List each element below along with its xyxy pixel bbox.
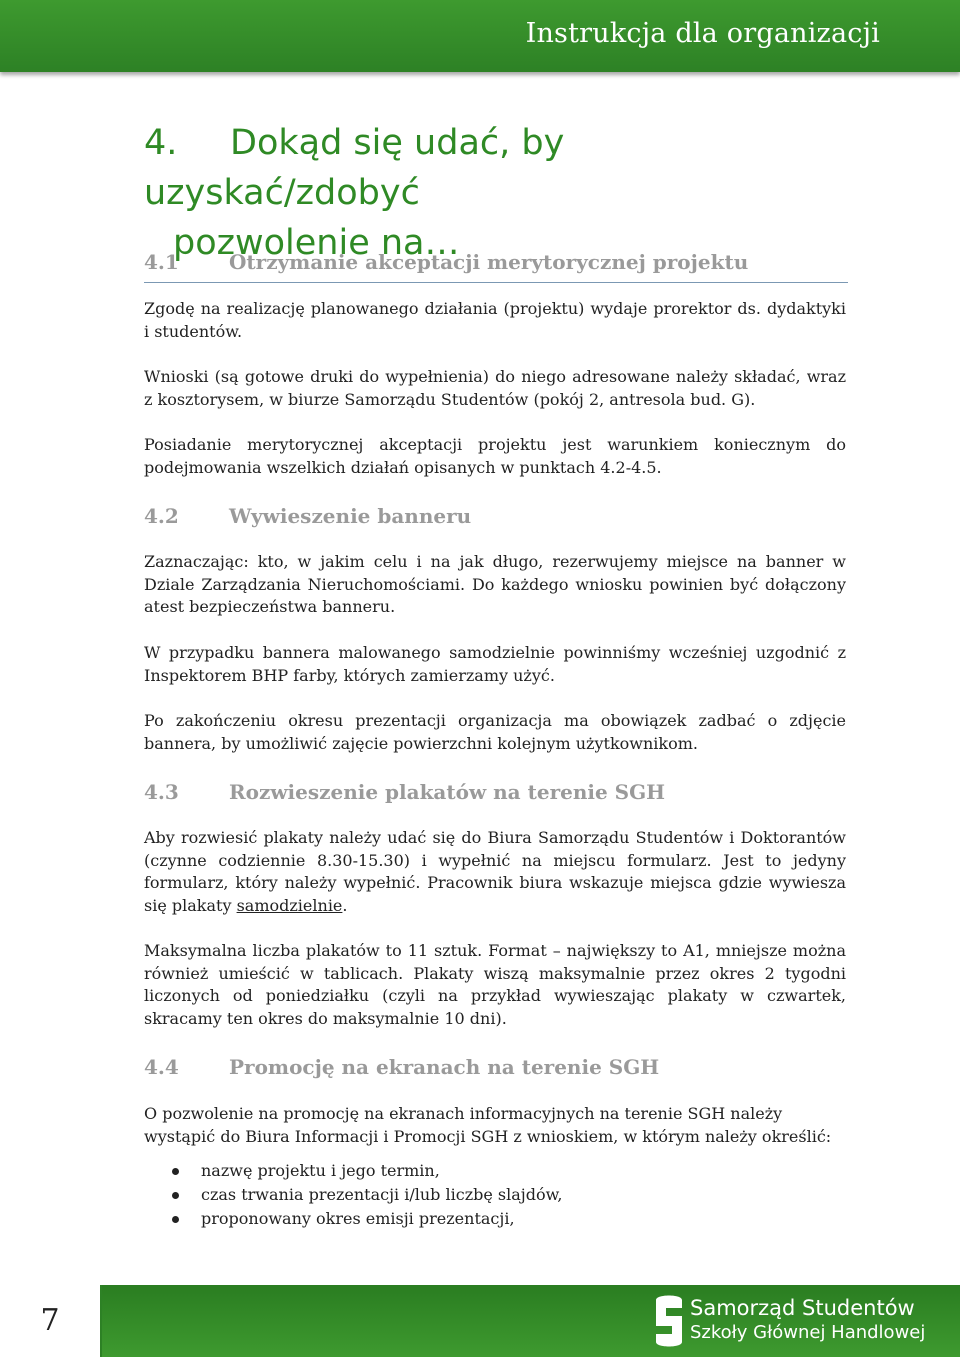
section-4-2-heading: [144, 504, 471, 528]
section-title: Wywieszenie banneru: [229, 504, 472, 528]
paragraph-text: Aby rozwiesić plakaty należy udać się do Biura Samorządu Studentów i Doktorantów (czynne codziennie 8.30-15.30) i wypełnić na miejscu formularz. Jest to jedyny formularz, który należy wypełnić. Pracownik biura wskazuje miejsca gdzie wywiesza się plakaty: [144, 828, 846, 915]
section-4-1-paragraph-2: Wnioski (są gotowe druki do wypełnienia) do niego adresowane należy składać, wraz z kosztorysem, w biurze Samorządu Studentów (pokój 2, antresola bud. G).: [144, 367, 846, 409]
header-title: Instrukcja dla organizacji: [525, 18, 880, 49]
section-4-3-heading: [144, 780, 665, 804]
section-4-4-paragraph-1: O pozwolenie na promocję na ekranach informacyjnych na terenie SGH należy wystąpić do Biura Informacji i Promocji SGH z wnioskiem, w którym należy określić:: [144, 1104, 832, 1146]
section-number: 4.3: [144, 780, 179, 804]
section-4-1-paragraph-3: Posiadanie merytorycznej akceptacji projektu jest warunkiem koniecznym do podejmowania wszelkich działań opisanych w punktach 4.2-4.5.: [144, 435, 846, 477]
chapter-title-line2: pozwolenie na…: [173, 223, 460, 263]
section-title: Rozwieszenie plakatów na terenie SGH: [229, 780, 666, 804]
section-4-1-heading: [144, 250, 748, 274]
section-number: 4.4: [144, 1055, 179, 1079]
underlined-text: samodzielnie: [236, 895, 343, 915]
chapter-title-line1: Dokąd się udać, by uzyskać/zdobyć: [144, 123, 565, 213]
list-item: czas trwania prezentacji i/lub liczbę slajdów,: [144, 1183, 844, 1207]
section-4-3-paragraph-1: [144, 827, 846, 917]
section-4-3-paragraph-2: Maksymalna liczba plakatów to 11 sztuk. Format – największy to A1, mniejsze można również umieścić w tablicach. Plakaty wiszą maksymalnie przez okres 2 tygodni liczonych od poniedziałku (czyli na przykład wywieszając plakaty w czwartek, skracamy ten okres do maksymalnie 10 dni).: [144, 941, 846, 1028]
section-4-4-heading: [144, 1055, 659, 1079]
list-item: proponowany okres emisji prezentacji,: [144, 1207, 844, 1231]
section-number: 4.2: [144, 504, 179, 528]
section-4-2-paragraph-3: Po zakończeniu okresu prezentacji organizacja ma obowiązek zadbać o zdjęcie bannera, by umożliwić zajęcie powierzchni kolejnym użytkownikom.: [144, 711, 846, 753]
section-number: 4.1: [144, 250, 179, 274]
paragraph-text-end: .: [342, 895, 348, 915]
page-number: 7: [40, 1303, 60, 1338]
section-4-2-paragraph-1: Zaznaczając: kto, w jakim celu i na jak długo, rezerwujemy miejsce na banner w Dziale Zarządzania Nieruchomościami. Do każdego wniosku powinien być dołączony atest bezpieczeństwa banneru.: [144, 552, 846, 616]
section-4-1-paragraph-1: Zgodę na realizację planowanego działania (projektu) wydaje prorektor ds. dydaktyki i studentów.: [144, 299, 846, 341]
chapter-number: 4.: [144, 123, 178, 163]
bullet-list: [144, 1159, 844, 1231]
section-title: Promocję na ekranach na terenie SGH: [229, 1055, 660, 1079]
section-4-2-paragraph-2: W przypadku bannera malowanego samodzielnie powinniśmy wcześniej uzgodnić z Inspektorem BHP farby, których zamierzamy użyć.: [144, 643, 846, 685]
section-title: Otrzymanie akceptacji merytorycznej projektu: [229, 250, 749, 274]
logo-line-2: Szkoły Głównej Handlowej: [690, 1322, 926, 1343]
logo-line-1: Samorząd Studentów: [690, 1296, 915, 1320]
list-item: nazwę projektu i jego termin,: [144, 1159, 844, 1183]
